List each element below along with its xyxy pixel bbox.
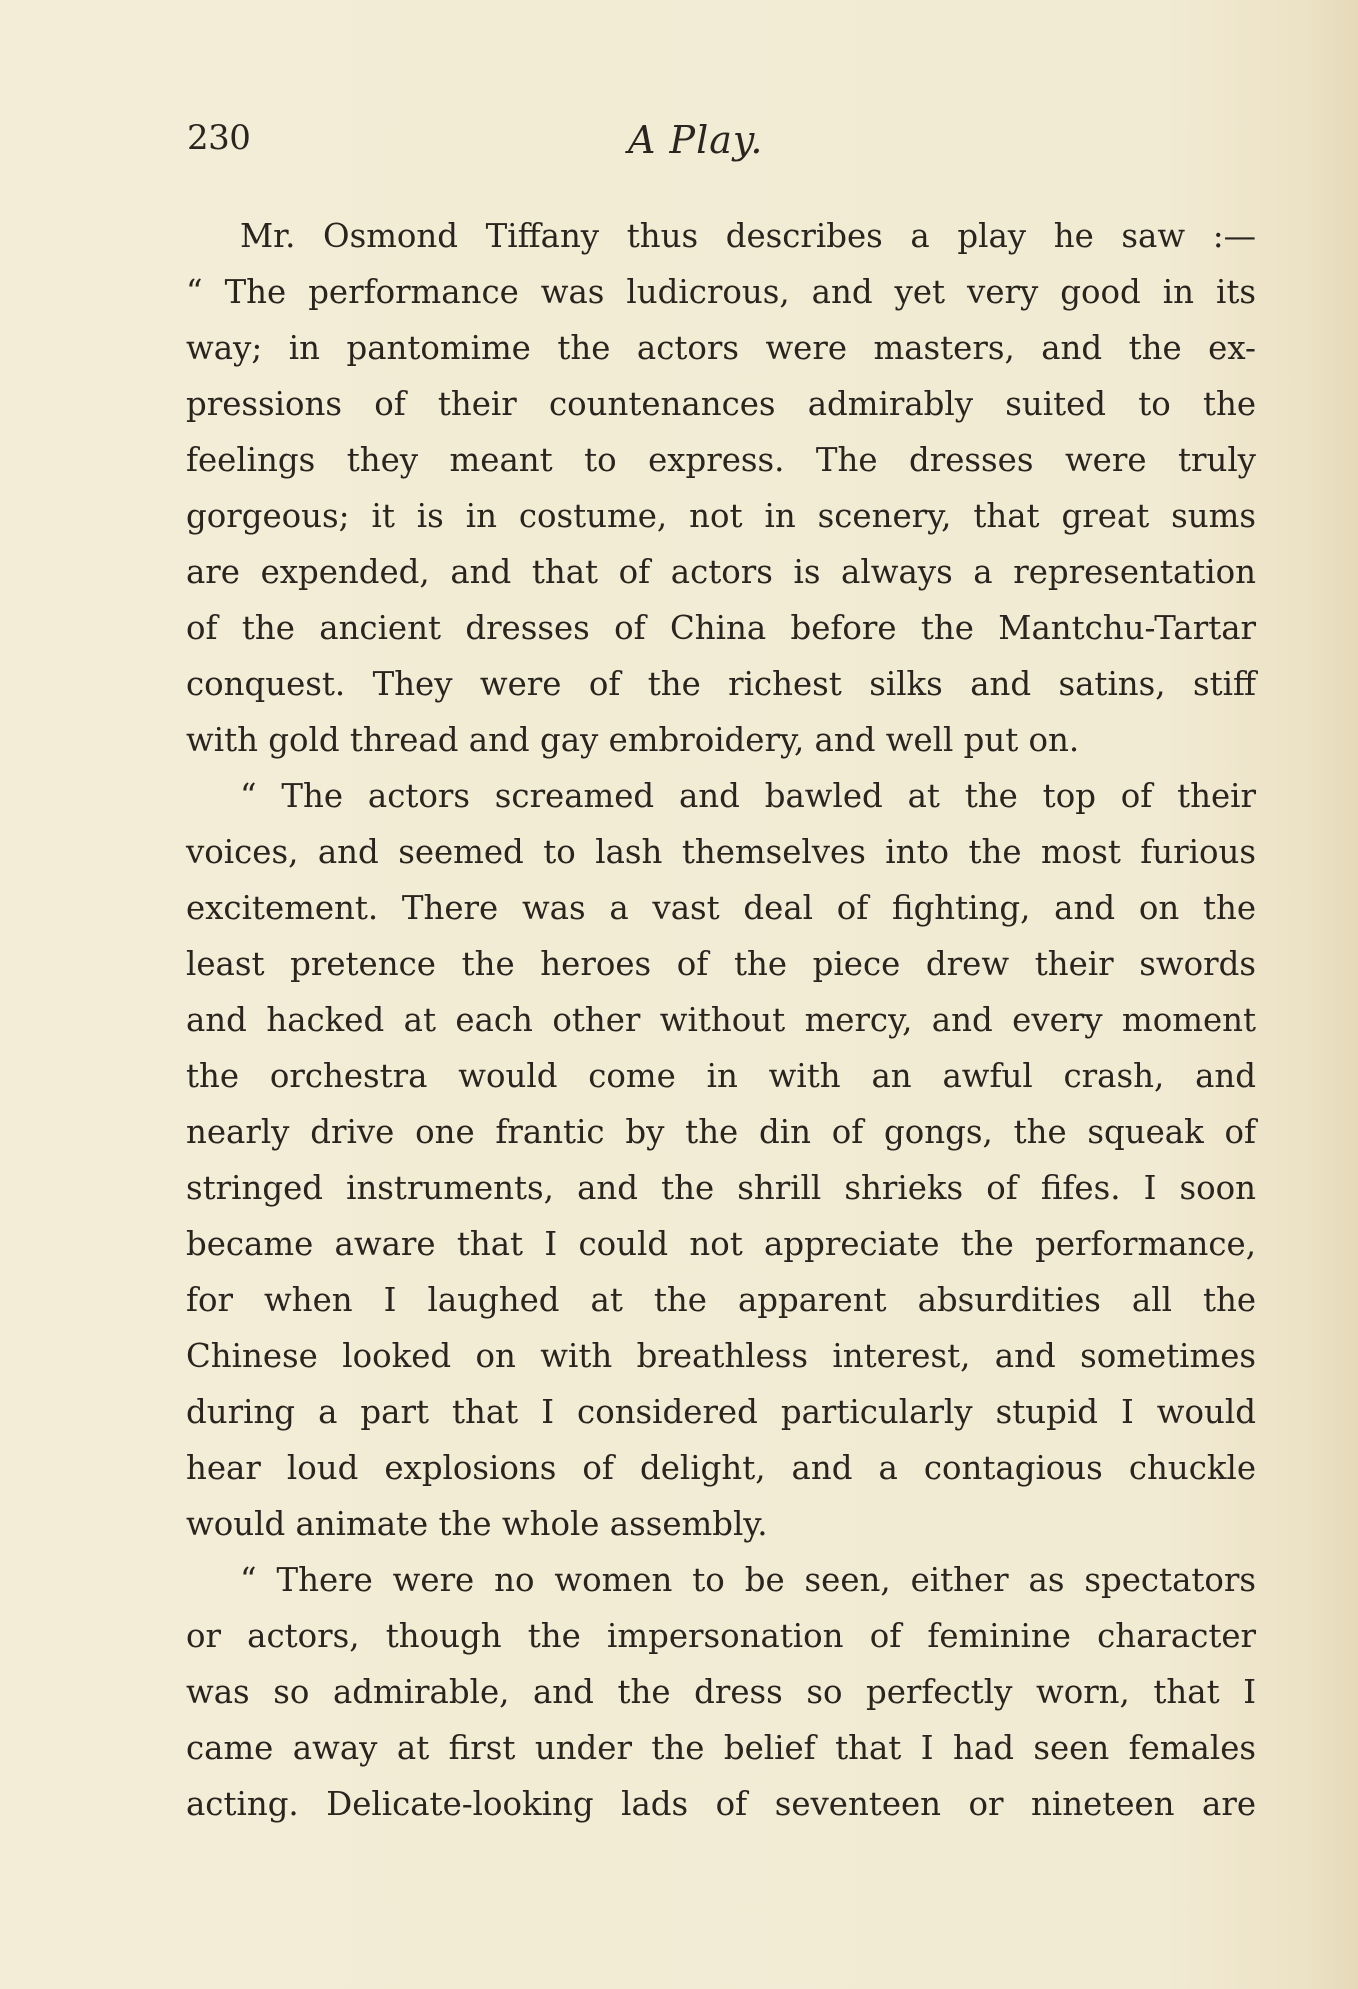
text-line: came away at first under the belief that I had seen females (186, 1729, 1256, 1767)
text-line: of the ancient dresses of China before the Mantchu-Tartar (186, 609, 1256, 647)
text-line: stringed instruments, and the shrill shrieks of fifes. I soon (186, 1169, 1256, 1207)
text-line: and hacked at each other without mercy, and every moment (186, 1001, 1256, 1039)
text-line: voices, and seemed to lash themselves into the most furious (186, 833, 1256, 871)
text-line: “ The performance was ludicrous, and yet very good in its (186, 273, 1256, 311)
text-line: pressions of their countenances admirably suited to the (186, 385, 1256, 423)
text-line: are expended, and that of actors is always a representation (186, 553, 1256, 591)
body-text (186, 208, 1256, 1832)
text-line: would animate the whole assembly. (186, 1505, 768, 1543)
text-line: gorgeous; it is in costume, not in scenery, that great sums (186, 497, 1256, 535)
text-line: was so admirable, and the dress so perfectly worn, that I (186, 1673, 1256, 1711)
text-line: “ The actors screamed and bawled at the top of their (240, 777, 1256, 815)
text-line: Mr. Osmond Tiffany thus describes a play he saw :— (240, 217, 1256, 255)
text-line: nearly drive one frantic by the din of gongs, the squeak of (186, 1113, 1256, 1151)
running-head-title: A Play. (628, 118, 764, 162)
text-line: feelings they meant to express. The dresses were truly (186, 441, 1256, 479)
page-number: 230 (187, 118, 251, 158)
text-line: acting. Delicate-looking lads of seventeen or nineteen are (186, 1785, 1256, 1823)
text-line: conquest. They were of the richest silks and satins, stiff (186, 665, 1256, 703)
text-line: became aware that I could not appreciate the performance, (186, 1225, 1256, 1263)
text-line: for when I laughed at the apparent absurdities all the (186, 1281, 1256, 1319)
text-line: or actors, though the impersonation of feminine character (186, 1617, 1256, 1655)
text-line: excitement. There was a vast deal of fighting, and on the (186, 889, 1256, 927)
text-line: Chinese looked on with breathless interest, and sometimes (186, 1337, 1256, 1375)
text-line: the orchestra would come in with an awful crash, and (186, 1057, 1256, 1095)
text-line: with gold thread and gay embroidery, and well put on. (186, 721, 1080, 759)
text-line: hear loud explosions of delight, and a contagious chuckle (186, 1449, 1256, 1487)
text-line: way; in pantomime the actors were masters, and the ex- (186, 329, 1256, 367)
text-line: during a part that I considered particularly stupid I would (186, 1393, 1256, 1431)
text-line: least pretence the heroes of the piece drew their swords (186, 945, 1256, 983)
text-line: “ There were no women to be seen, either as spectators (240, 1561, 1256, 1599)
